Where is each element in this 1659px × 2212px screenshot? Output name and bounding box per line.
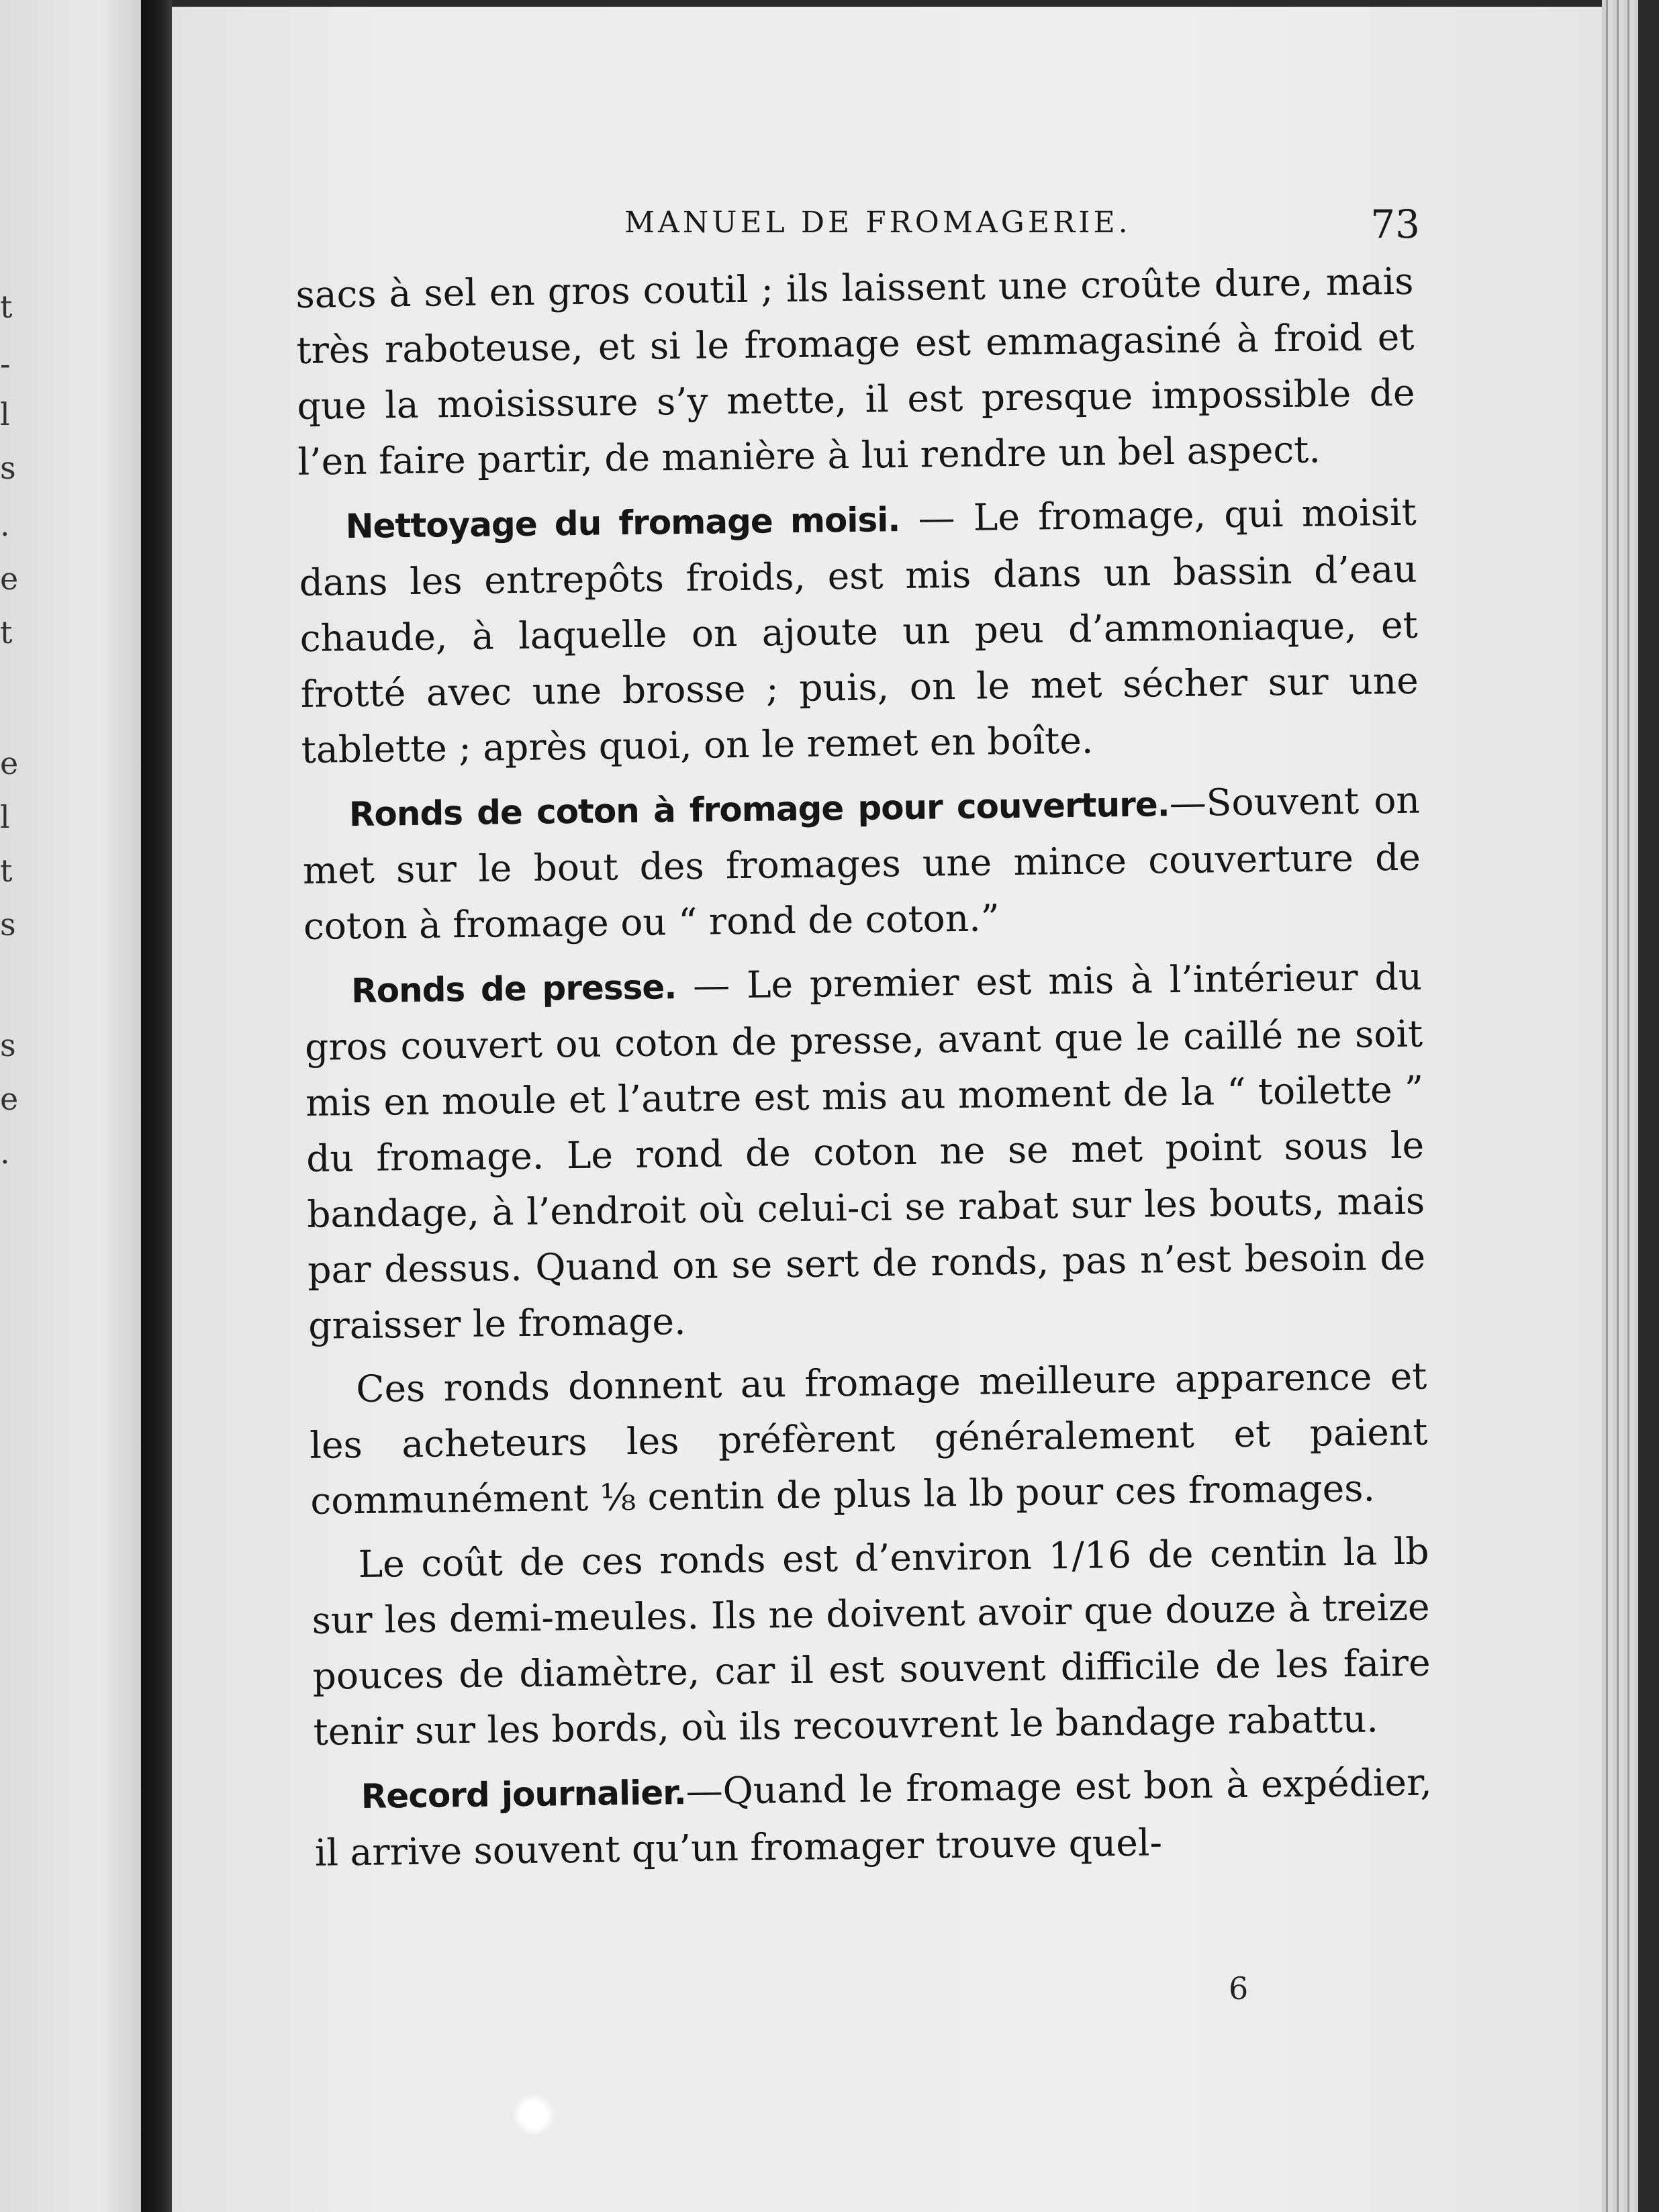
left-page-fragment: e xyxy=(0,745,19,781)
paragraph xyxy=(304,949,1427,1354)
left-page-fragment: . xyxy=(0,1135,10,1171)
paragraph-text: sacs à sel en gros coutil ; ils laissent une croûte dure, mais très raboteuse, et si le fromage est emmagasiné à froid et que la moisissure s’y mette, il est presque impossible de l’en faire partir, de manière à lui rendre un bel aspect. xyxy=(295,259,1415,483)
paragraph xyxy=(311,1524,1431,1760)
left-page-fragment: - xyxy=(0,346,11,382)
section-heading: Nettoyage du fromage moisi. xyxy=(345,500,900,546)
paper-blemish xyxy=(510,2095,557,2135)
left-page-fragment: s xyxy=(0,450,16,486)
book-gutter xyxy=(141,0,172,2212)
paragraph xyxy=(295,254,1416,490)
signature-mark: 6 xyxy=(1229,1970,1249,2007)
left-page-fragment: l xyxy=(0,799,10,835)
left-page-fragment: t xyxy=(0,289,13,325)
paragraph-text: —Quand le fromage est bon à expédier, il arrive souvent qu’un fromager trouve quel- xyxy=(314,1760,1433,1874)
page-header xyxy=(624,201,1420,255)
section-heading: Ronds de presse. xyxy=(350,967,677,1011)
paragraph-text: — Le fromage, qui moisit dans les entrepôts froids, est mis dans un bassin d’eau chaude, à laquelle on ajoute un peu d’ammoniaque, et frotté avec une brosse ; puis, on le met sécher sur une tablette ; après quoi, on le remet en boîte. xyxy=(299,490,1419,771)
left-page-fragment: . xyxy=(0,507,10,543)
paragraph xyxy=(314,1754,1433,1880)
paragraph xyxy=(298,485,1419,778)
page-number: 73 xyxy=(1370,201,1420,247)
left-page-edge xyxy=(0,0,141,2212)
left-page-fragment: e xyxy=(0,561,19,597)
running-title: MANUEL DE FROMAGERIE. xyxy=(624,205,1131,240)
page-top-shadow xyxy=(172,0,1602,7)
scan-border xyxy=(1638,0,1659,2212)
left-page-fragment: e xyxy=(0,1081,19,1117)
left-page-fragment: t xyxy=(0,614,13,651)
left-page-fragment: t xyxy=(0,853,13,889)
paragraph xyxy=(301,773,1421,955)
left-page-fragment: s xyxy=(0,1027,16,1063)
paragraph-text: Ces ronds donnent au fromage meilleure apparence et les acheteurs les préfèrent généralement et paient communément ⅛ centin de plus la lb pour ces fromages. xyxy=(310,1354,1428,1523)
paragraph-text: Le coût de ces ronds est d’environ 1/16 de centin la lb sur les demi-meules. Ils ne doivent avoir que douze à treize pouces de diamètre, car il est souvent difficile de les faire tenir sur les bords, où ils recouvrent le bandage rabattu. xyxy=(312,1529,1431,1753)
section-heading: Ronds de coton à fromage pour couverture. xyxy=(348,785,1170,834)
section-heading: Record journalier. xyxy=(361,1773,687,1816)
paragraph xyxy=(309,1349,1429,1529)
paragraph-text: —Souvent on met sur le bout des fromages une mince couverture de coton à fromage ou “ rond de coton.” xyxy=(302,778,1421,948)
left-page-fragment: s xyxy=(0,906,16,943)
body-text xyxy=(295,254,1433,1881)
paragraph-text: — Le premier est mis à l’intérieur du gros couvert ou coton de presse, avant que le caillé ne soit mis en moule et l’autre est mis au moment de la “ toilette ” du fromage. Le rond de coton ne se met point sous le bandage, à l’endroit où celui-ci se rabat sur les bouts, mais par dessus. Quand on se sert de ronds, pas n’est besoin de graisser le fromage. xyxy=(304,955,1426,1347)
left-page-fragment: l xyxy=(0,396,10,432)
